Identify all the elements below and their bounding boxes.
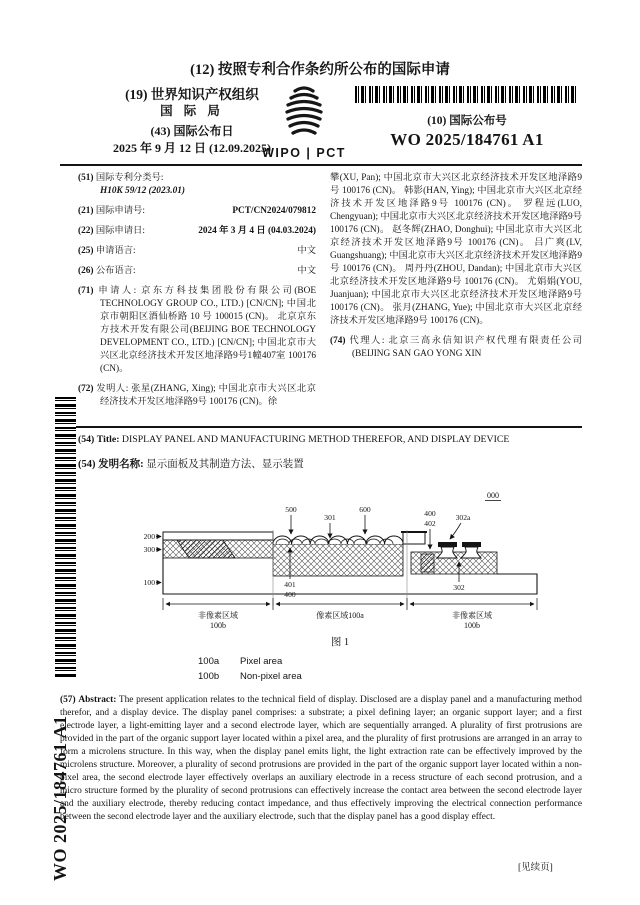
legend-row-100b [198, 669, 302, 684]
continued-note: [见续页] [518, 863, 553, 873]
field-number: (71) [78, 286, 94, 296]
inventors-continued: 攀(XU, Pan); 中国北京市大兴区北京经济技术开发区地泽路9号 100176 (CN)。 韩影(HAN, Ying); 中国北京市大兴区北京经济技术开发区地泽路9号 100176 (CN)。 罗程远(LUO, Chengyuan); 中国北京市大兴区北京经济技术开发区地泽路9号 100176 (CN)。 赵冬辉(ZHAO, Donghui); 中国北京市大兴区北京经济技术开发区地泽路9号 100176 (CN)。 吕广爽(LV, Guangshuang); 中国北京市大兴区北京经济技术开发区地泽路9号 100176 (CN)。 周丹丹(ZHOU, Dandan); 中国北京市大兴区北京经济技术开发区地泽路9号 100176 (CN)。 尤娟娟(YOU, Juanjuan); 中国北京市大兴区北京经济技术开发区地泽路9号 100176 (CN)。 张月(ZHANG, Yue); 中国北京市大兴区北京经济技术开发区地泽路9号 100176 (CN)。 [330, 173, 582, 326]
abstract-block [60, 694, 582, 824]
step-structure [403, 532, 425, 544]
pub-number-label: (10) 国际公布号 [427, 115, 507, 127]
sidebar-publication-number: WO 2025/184761 A1 [50, 715, 70, 881]
layer-200 [163, 532, 273, 540]
field-title: 发明人: [96, 384, 129, 394]
title-divider-rule [73, 426, 582, 428]
field-applicants [78, 285, 316, 376]
legend-key: 100b [198, 671, 220, 682]
org-name: (19) 世界知识产权组织 [125, 87, 259, 102]
field-title: 国际申请日: [95, 226, 145, 236]
region-left-line2: 100b [210, 621, 226, 630]
field-number: (21) [78, 206, 94, 216]
title-en-label: Title: [96, 434, 120, 445]
title-zh-text: 显示面板及其制造方法、显示装置 [146, 459, 304, 470]
region-right-line1: 非像素区域 [452, 611, 492, 620]
figure-region-labels [198, 610, 492, 630]
field-publication-language [78, 265, 316, 278]
field-number: (54) [78, 459, 96, 470]
pub-date-label: (43) 国际公布日 [150, 124, 234, 138]
header-divider-rule [60, 164, 582, 166]
barcode-vertical [55, 397, 76, 677]
legend-value: Pixel area [240, 656, 283, 667]
layer-300-middle [273, 544, 403, 576]
application-number-value: PCT/CN2024/079812 [232, 206, 316, 216]
label-600: 600 [359, 505, 371, 514]
label-300: 300 [143, 545, 155, 554]
title-english [78, 434, 582, 445]
agent-text: 北京三高永信知识产权代理有限责任公司 (BEIJING SAN GAO YONG XIN [352, 336, 582, 359]
field-title: 国际专利分类号: [95, 173, 164, 183]
title-en-text: DISPLAY PANEL AND MANUFACTURING METHOD THEREFOR, AND DISPLAY DEVICE [121, 434, 510, 445]
field-title: 申请人: [98, 286, 137, 296]
document-kind-line: (12) 按照专利合作条约所公布的国际申请 [190, 62, 450, 78]
label-402: 402 [424, 519, 436, 528]
field-number: (22) [78, 226, 94, 236]
region-middle: 像素区域100a [316, 611, 364, 620]
label-401: 401 [284, 580, 296, 589]
title-chinese [78, 456, 582, 471]
field-agent [330, 335, 582, 361]
figure-ref-number: 000 [487, 491, 499, 500]
figure-lower-labels [284, 580, 465, 599]
label-302a: 302a [455, 513, 471, 522]
field-number: (25) [78, 246, 94, 256]
wipo-logo-block [256, 84, 352, 160]
figure-caption: 图 1 [330, 637, 350, 648]
label-400-bottom: 400 [284, 590, 296, 599]
ipc-value: H10K 59/12 (2023.01) [100, 186, 185, 196]
pub-number: WO 2025/184761 A1 [390, 130, 544, 149]
org-bureau: 国 际 局 [160, 104, 224, 118]
field-number: (72) [78, 384, 94, 394]
field-number: (57) [60, 695, 76, 705]
figure-top-labels [285, 505, 471, 528]
abstract-text: The present application relates to the technical field of display. Disclosed are a display panel and a manufacturing method therefor, and a display device. The display panel comprises: a substrate; a pixel defining layer; an organic support layer; and a first electrode layer, a light-emitting layer and a second electrode layer, which are sequentially arranged. A plurality of first protrusions are provided in the part of the organic support layer located within a pixel area, and the plurality of first protrusions are arranged in an array to form a microlens structure. In this way, when the display panel emits light, the light extraction rate can be effectively improved by the microlens structure. Moreover, a plurality of second protrusions are provided in the part of the organic support layer located within a non-pixel area, the second electrode layer effectively overlaps an auxiliary electrode in a recess structure of each second protrusion, and a micro structure formed by the plurality of second protrusions can effectively increase the contact area between the second electrode layer and the auxiliary electrode, thereby reducing contact impedance, and thus effectively improving the electrical connection performance between the second electrode layer and the auxiliary electrode, such that the display panel has a good display effect. [60, 695, 582, 822]
region-left-line1: 非像素区域 [198, 611, 238, 620]
inventors-text-left: 张星(ZHANG, Xing); 中国北京市大兴区北京经济技术开发区地泽路9号 100176 (CN)。徐 [100, 384, 316, 407]
legend-key: 100a [198, 656, 220, 667]
label-400-top: 400 [424, 509, 436, 518]
field-number: (74) [330, 336, 346, 346]
field-title: 代理人: [349, 336, 385, 346]
pub-date: 2025 年 9 月 12 日 (12.09.2025) [113, 141, 271, 155]
figure-legend [198, 654, 302, 684]
abstract-label: Abstract: [78, 695, 117, 705]
biblio-right-column [330, 172, 582, 368]
wipo-pct-caption: WIPO | PCT [262, 146, 346, 160]
applicants-text: 京东方科技集团股份有限公司(BOE TECHNOLOGY GROUP CO., LTD.) [CN/CN]; 中国北京市朝阳区酒仙桥路 10 号 100015 (CN)。 北京京东方技术开发有限公司(BEIJING BOE TECHNOLOGY DEVELOPMENT CO., LTD.) [CN/CN]; 中国北京市大兴区北京经济技术开发区地泽路9号1幢407室 100176 (CN)。 [100, 286, 317, 374]
label-200: 200 [143, 532, 155, 541]
field-inventors [78, 383, 316, 409]
label-302: 302 [453, 583, 465, 592]
field-title: 国际申请号: [95, 206, 145, 216]
application-date-value: 2024 年 3 月 4 日 (04.03.2024) [198, 226, 316, 236]
biblio-left-column [78, 172, 316, 416]
filing-language-value: 中文 [297, 246, 316, 256]
label-500: 500 [285, 505, 297, 514]
field-ipc [78, 172, 316, 198]
field-filing-language [78, 245, 316, 258]
field-number: (26) [78, 266, 94, 276]
figure-1-drawing [125, 486, 555, 634]
legend-row-100a [198, 654, 302, 669]
field-title: 公布语言: [95, 266, 136, 276]
barcode-horizontal [355, 86, 579, 103]
field-number: (51) [78, 173, 94, 183]
wipo-globe-icon [274, 84, 334, 140]
header-right-block [352, 86, 582, 150]
field-title: 申请语言: [95, 246, 136, 256]
field-number: (54) [78, 434, 95, 445]
field-application-date [78, 225, 316, 238]
figure-left-labels [144, 532, 156, 587]
label-301: 301 [324, 513, 336, 522]
tft-block-right [421, 554, 434, 572]
title-zh-label: 发明名称: [98, 459, 144, 470]
field-application-number [78, 205, 316, 218]
publication-language-value: 中文 [297, 266, 316, 276]
label-100: 100 [143, 578, 155, 587]
region-right-line2: 100b [464, 621, 480, 630]
legend-value: Non-pixel area [240, 671, 302, 682]
